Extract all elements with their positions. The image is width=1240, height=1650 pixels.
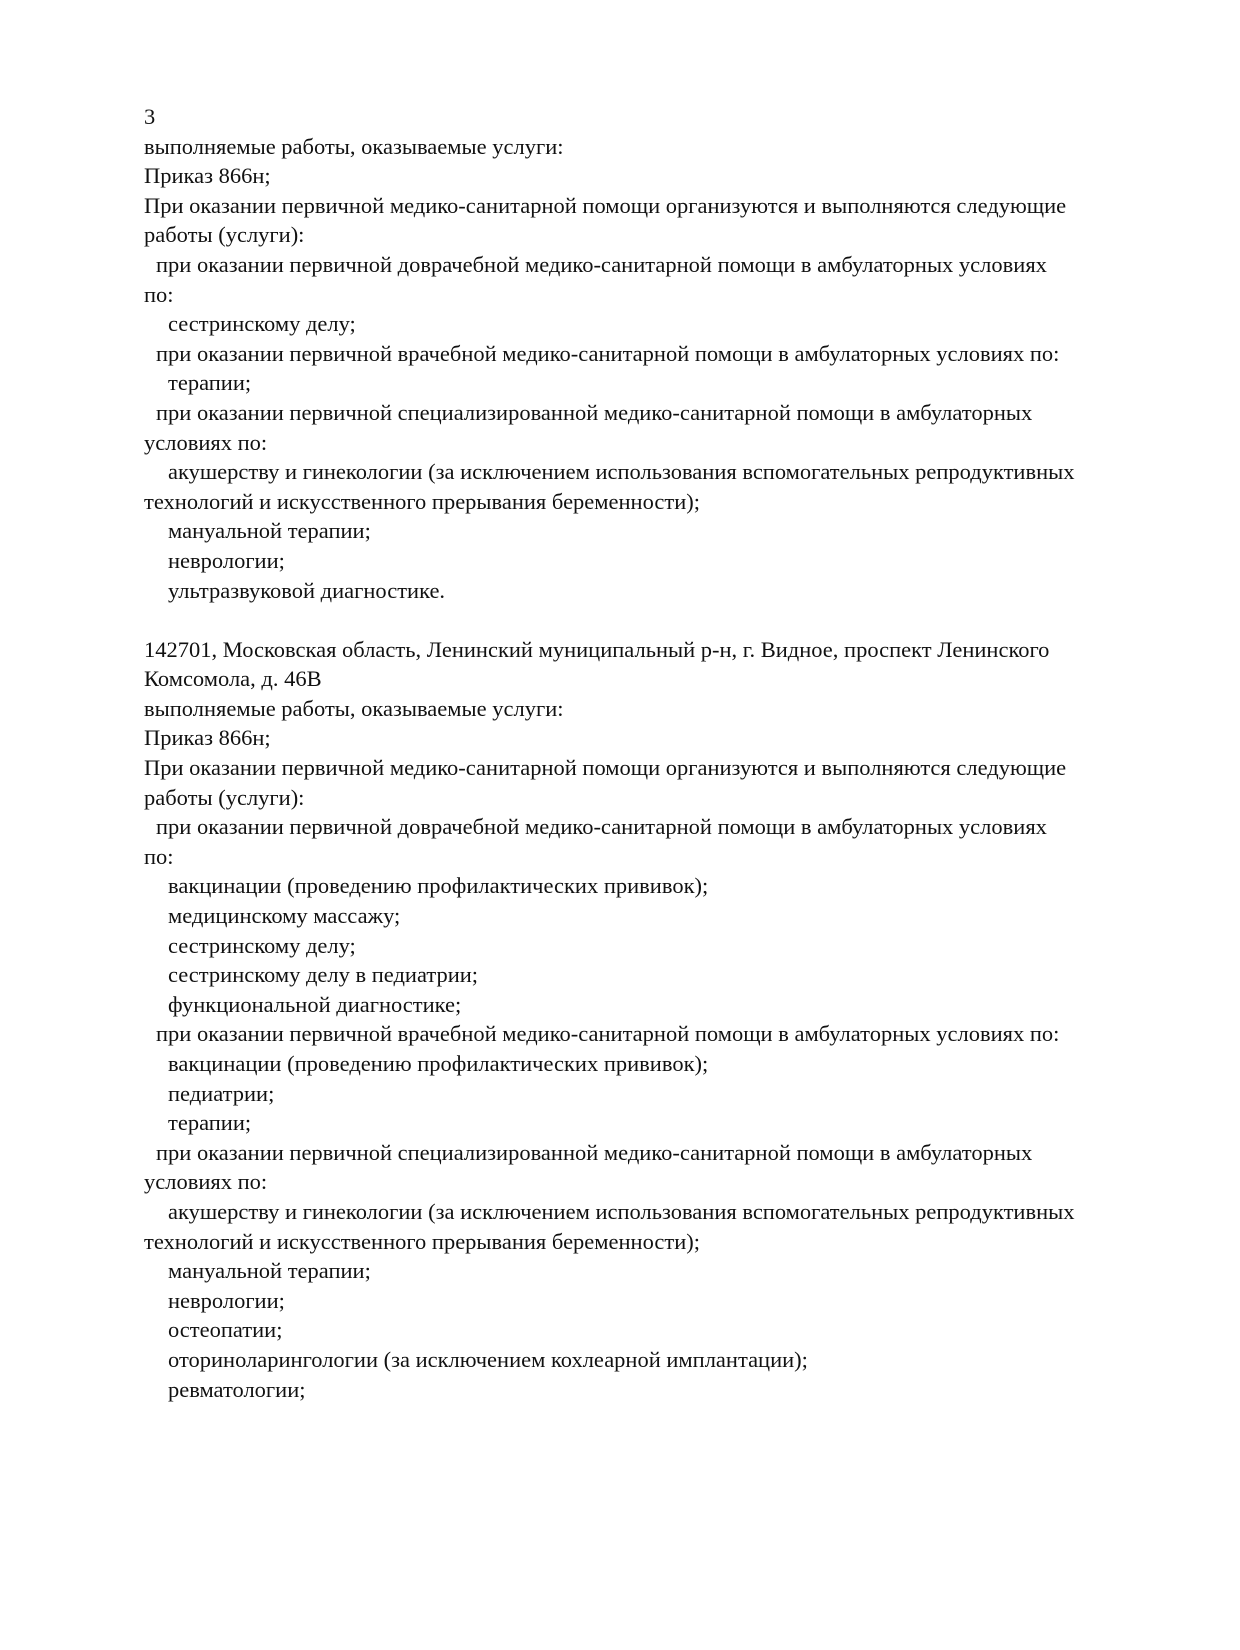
document-page	[144, 102, 1144, 1404]
text-line: по:	[144, 281, 174, 307]
text-line: мануальной терапии;	[168, 1258, 371, 1284]
text-line: при оказании первичной доврачебной медико-санитарной помощи в амбулаторных условиях	[156, 814, 1047, 840]
text-line: сестринскому делу;	[168, 932, 356, 958]
text-line: по:	[144, 843, 174, 869]
text-line: При оказании первичной медико-санитарной помощи организуются и выполняются следующие	[144, 192, 1067, 218]
section-1-services	[144, 132, 1144, 606]
page-number: 3	[144, 104, 156, 129]
text-line: вакцинации (проведению профилактических прививок);	[168, 873, 709, 899]
text-line: при оказании первичной специализированной медико-санитарной помощи в амбулаторных	[156, 1139, 1033, 1165]
text-line: функциональной диагностике;	[168, 991, 462, 1017]
text-line: остеопатии;	[168, 1317, 283, 1343]
text-line: Приказ 866н;	[144, 163, 271, 189]
text-line: при оказании первичной доврачебной медико-санитарной помощи в амбулаторных условиях	[156, 251, 1047, 277]
text-line: мануальной терапии;	[168, 518, 371, 544]
text-line: неврологии;	[168, 547, 285, 573]
text-line: при оказании первичной врачебной медико-санитарной помощи в амбулаторных условиях по:	[156, 1021, 1060, 1047]
text-line: вакцинации (проведению профилактических прививок);	[168, 1051, 709, 1076]
address-line: Комсомола, д. 46В	[144, 666, 322, 692]
text-line: ревматологии;	[168, 1376, 306, 1402]
text-line: при оказании первичной врачебной медико-санитарной помощи в амбулаторных условиях по:	[156, 340, 1060, 366]
text-line: условиях по:	[144, 1169, 268, 1195]
text-line: медицинскому массажу;	[168, 903, 401, 929]
text-line: Приказ 866н;	[144, 725, 271, 751]
section-2-services	[144, 694, 1144, 1404]
text-line: условиях по:	[144, 429, 268, 455]
text-line: При оказании первичной медико-санитарной помощи организуются и выполняются следующие	[144, 755, 1067, 781]
text-line: работы (услуги):	[144, 784, 305, 810]
text-line: ультразвуковой диагностике.	[168, 577, 446, 603]
text-line: педиатрии;	[168, 1080, 275, 1106]
text-line: терапии;	[168, 370, 252, 396]
address-line: 142701, Московская область, Ленинский муниципальный р-н, г. Видное, проспект Ленинского	[144, 636, 1050, 662]
text-line: работы (услуги):	[144, 222, 305, 248]
text-line: оториноларингологии (за исключением кохлеарной имплантации);	[168, 1346, 808, 1372]
text-line: сестринскому делу;	[168, 311, 356, 337]
text-line: выполняемые работы, оказываемые услуги:	[144, 133, 564, 159]
paragraph-spacer	[144, 605, 1144, 635]
text-line: терапии;	[168, 1110, 252, 1136]
text-line: акушерству и гинекологии (за исключением использования вспомогательных репродуктивных	[168, 459, 1075, 485]
text-line: сестринскому делу в педиатрии;	[168, 962, 479, 988]
text-line: технологий и искусственного прерывания беременности);	[144, 488, 701, 514]
text-line: при оказании первичной специализированной медико-санитарной помощи в амбулаторных	[156, 399, 1033, 425]
section-2-address	[144, 635, 1144, 694]
text-line: технологий и искусственного прерывания беременности);	[144, 1228, 701, 1254]
text-line: выполняемые работы, оказываемые услуги:	[144, 695, 564, 721]
text-line: неврологии;	[168, 1287, 285, 1313]
text-line: акушерству и гинекологии (за исключением использования вспомогательных репродуктивных	[168, 1198, 1075, 1224]
